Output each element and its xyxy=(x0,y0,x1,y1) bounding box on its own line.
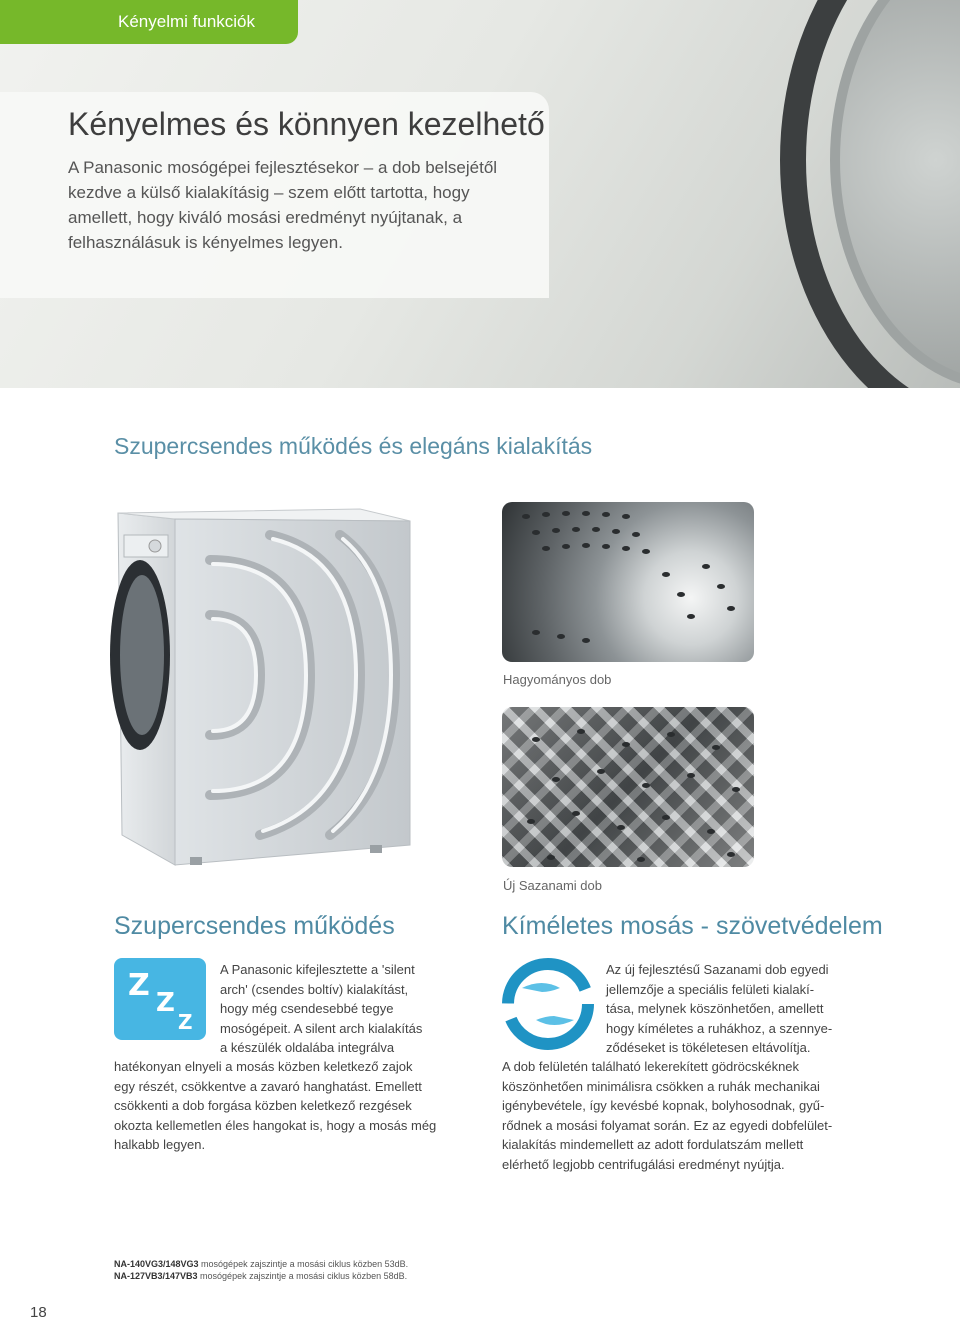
traditional-drum-caption: Hagyományos dob xyxy=(503,672,612,687)
footnote-item: NA-140VG3/148VG3 mosógépek zajszintje a mosási ciklus közben 53dB. xyxy=(114,1259,409,1269)
section-tab xyxy=(0,0,298,44)
silent-title: Szupercsendes működés xyxy=(114,912,395,940)
page-number: 18 xyxy=(30,1304,47,1321)
intro-box xyxy=(0,92,549,298)
footnotes xyxy=(114,1258,408,1282)
hands-care-icon xyxy=(502,958,594,1050)
silent-text: hatékonyan elnyeli a mosás közben keletkező zajok egy részét, csökkentve a zavaró hanghatást. Emellett csökkenti a dob forgása közben keletkező rezgések okozta kellemetlen éles hangokat is, hogy a mosás még halkabb legyen. xyxy=(114,1059,437,1152)
gentle-text-indented: Az új fejlesztésű Sazanami dob egyedi jellemzője a speciális felületi kialakí- tása, melynek köszönhetően, amellett hogy kíméletes a ruhákhoz, a szennye- ződéseket is tökéletesen eltávolítja. xyxy=(606,962,833,1055)
section-tab-label: Kényelmi funkciók xyxy=(118,12,256,31)
zzz-icon: Z Z Z xyxy=(114,958,206,1040)
gentle-title: Kíméletes mosás - szövetvédelem xyxy=(502,912,883,940)
traditional-drum-image xyxy=(502,502,754,662)
page-title: Kényelmes és könnyen kezelhető xyxy=(68,106,545,142)
intro-text: A Panasonic mosógépei fejlesztésekor – a dob belsejétől kezdve a külső kialakításig – szem előtt tartotta, hogy amellett, hogy kiváló mosási eredményt nyújtanak, a felhasználásuk is kényelmes legyen. xyxy=(68,158,498,252)
section-title: Szupercsendes működés és elegáns kialakítás xyxy=(114,433,593,459)
silent-text-indented: A Panasonic kifejlesztette a 'silent arch' (csendes boltív) kialakítást, hogy még csendesebbé tegye mosógépeit. A silent arch kialakítás a készülék oldalába integrálva xyxy=(220,962,423,1055)
washing-machine-image xyxy=(100,505,420,875)
sazanami-drum-image xyxy=(502,707,754,867)
gentle-text: A dob felületén található lekerekített gödröcskéknek köszönhetően minimálisra csökken a ruhák mechanikai igénybevétele, így kevésbé kopnak, bolyhosodnak, gyű- rődnek a mosási folyamat során. Ez az egyedi dobfelület- kialakítás mindemellett az adott fordulatszám mellett elérhető legjobb centrifugálási eredményt nyújtja. xyxy=(502,1059,833,1172)
footnote-item: NA-127VB3/147VB3 mosógépek zajszintje a mosási ciklus közben 58dB. xyxy=(114,1271,408,1281)
sazanami-drum-caption: Új Sazanami dob xyxy=(503,878,602,893)
